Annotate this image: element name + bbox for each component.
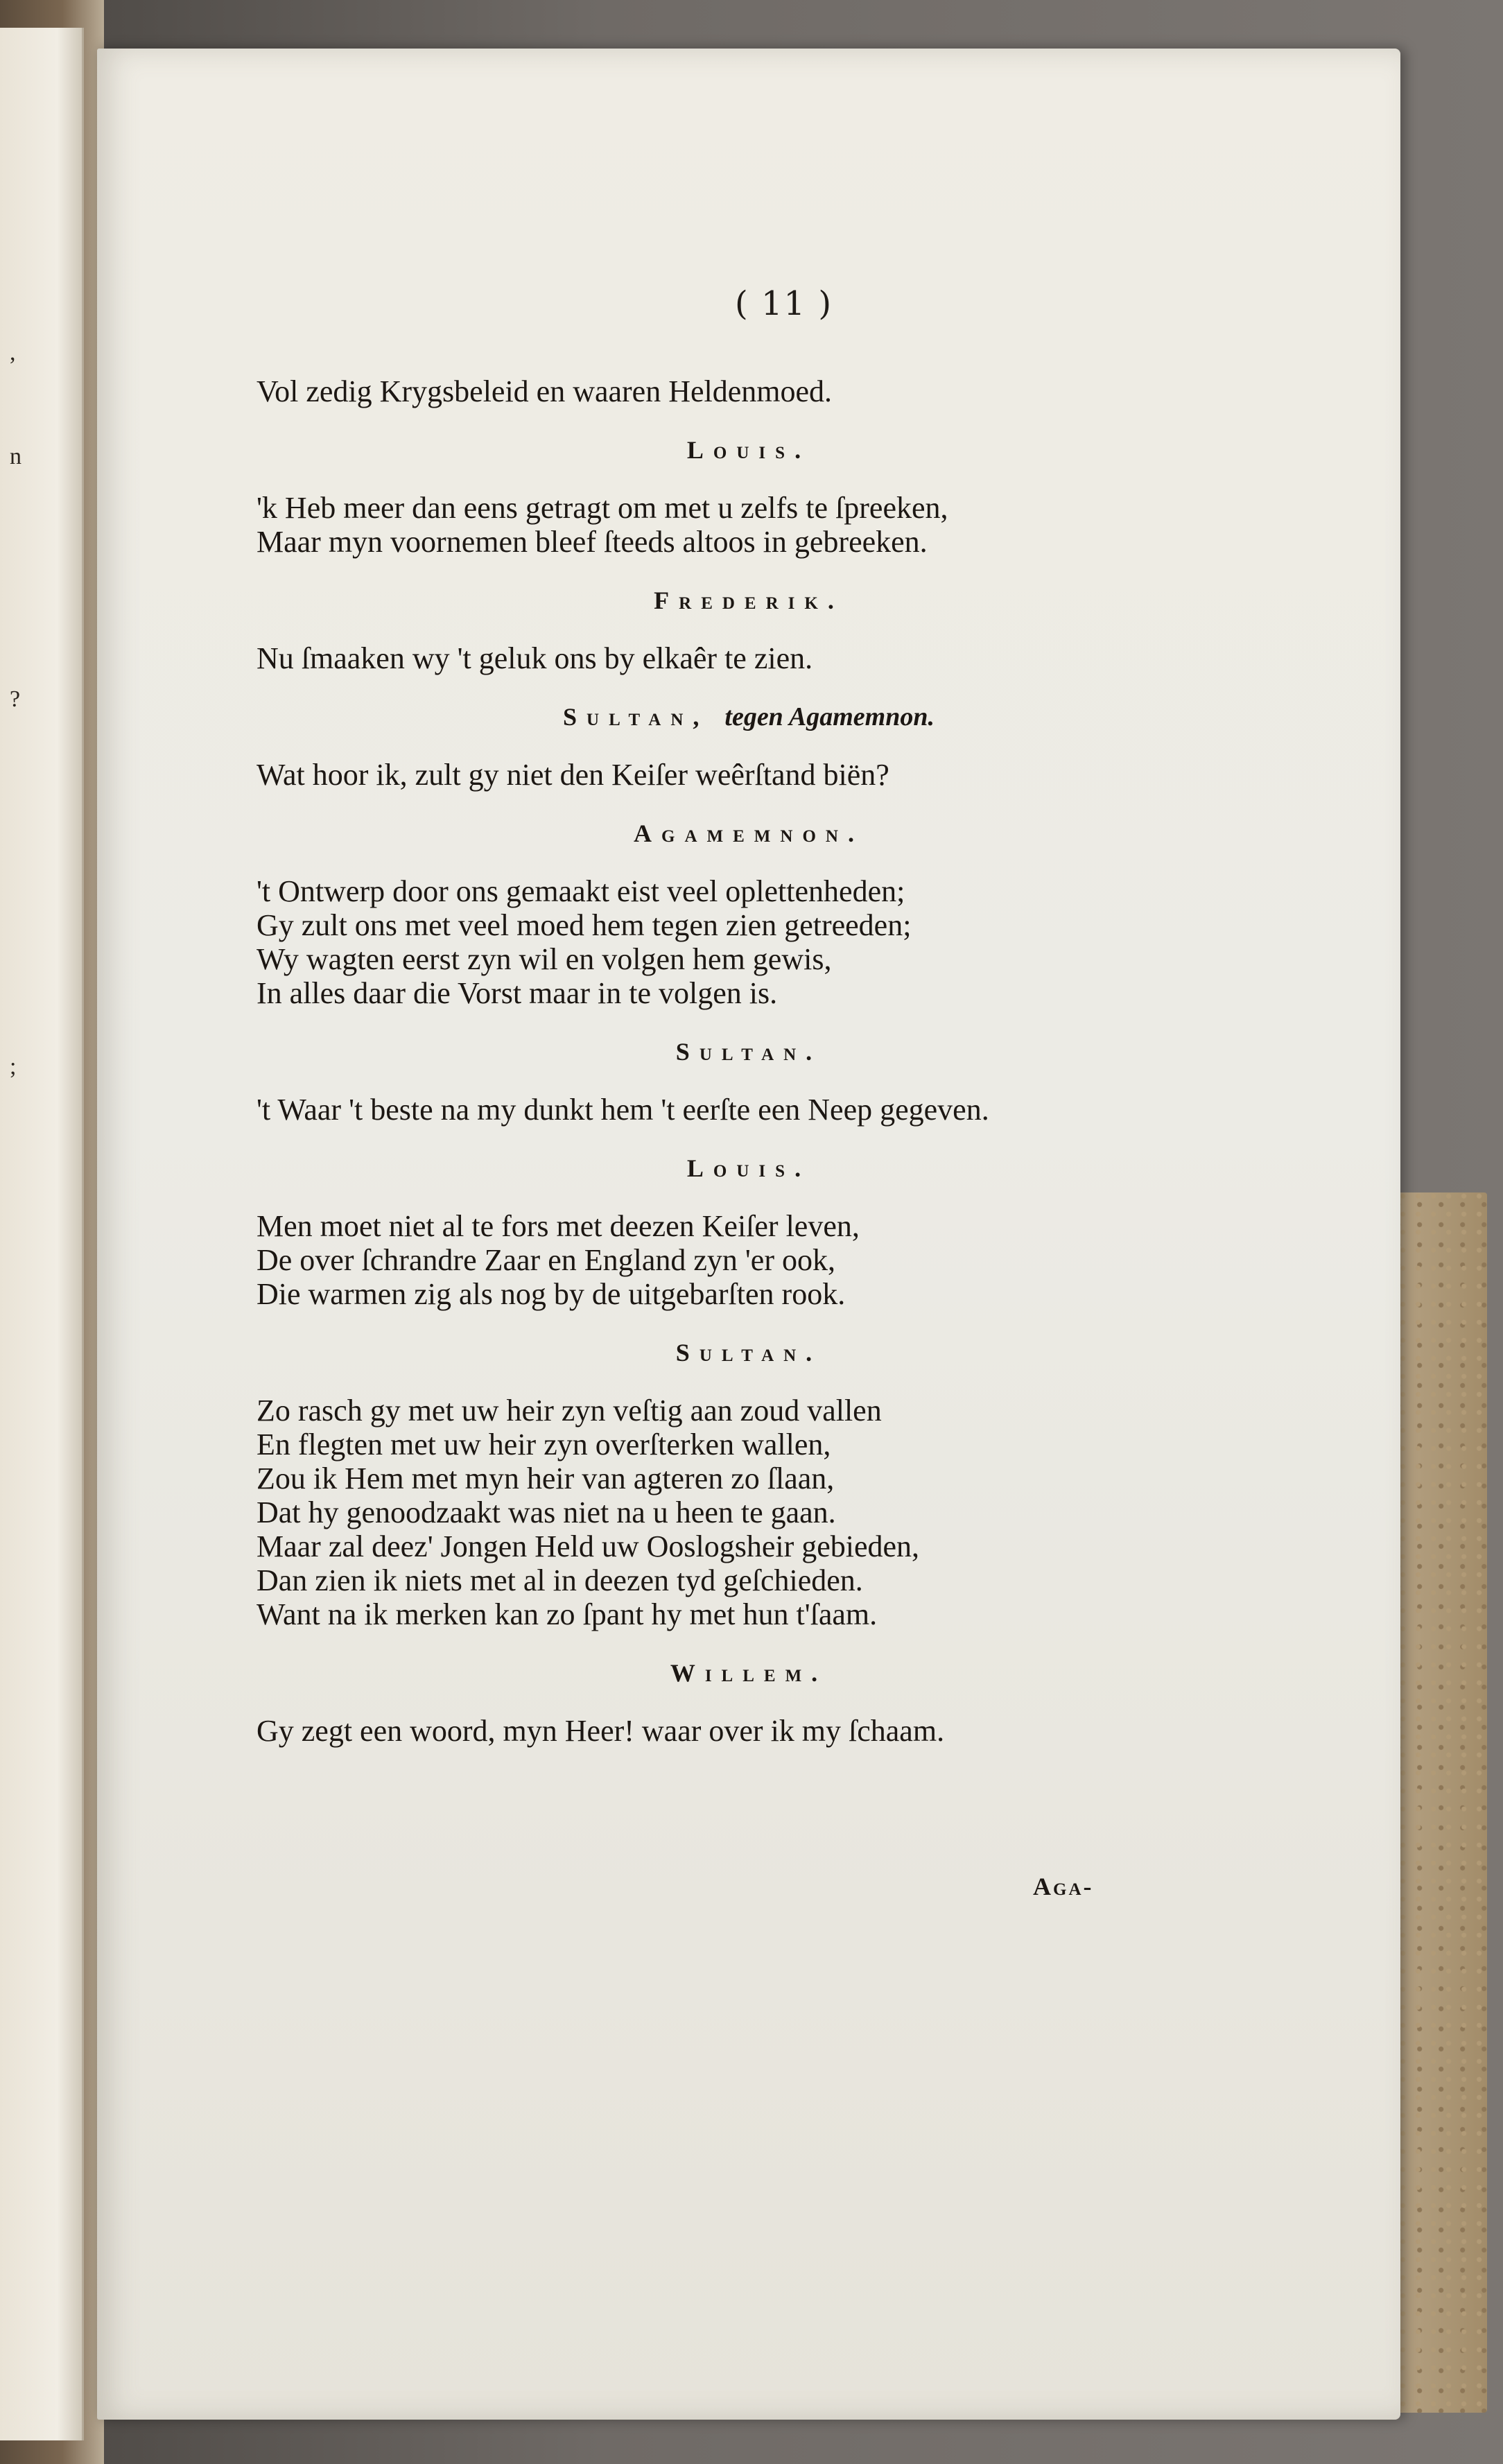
speaker-name: [257, 700, 1241, 734]
verse-line: Gy zegt een woord, myn Heer! waar over ik my ſchaam.: [257, 1714, 945, 1748]
speaker-name: [257, 1152, 1241, 1186]
verse-line: Want na ik merken kan zo ſpant hy met hun t'ſaam.: [257, 1597, 878, 1631]
speaker-label: Frederik.: [654, 587, 844, 614]
left-page-edge: [0, 28, 84, 2440]
verse-line: Maar myn voornemen bleef ſteeds altoos in gebreeken.: [257, 525, 928, 559]
verse-line: Gy zult ons met veel moed hem tegen zien getreeden;: [257, 908, 912, 942]
catchword: Aga-: [1033, 1873, 1094, 1900]
stage-direction: tegen Agamemnon.: [724, 702, 935, 731]
left-page-fragment: n: [10, 444, 21, 469]
verse-line: Wy wagten eerst zyn wil en volgen hem gewis,: [257, 942, 832, 976]
speaker-label: Louis.: [686, 1154, 811, 1182]
speaker-name: [257, 584, 1241, 618]
verse-line: Zo rasch gy met uw heir zyn veſtig aan zoud vallen: [257, 1394, 882, 1428]
verse-line: Men moet niet al te fors met deezen Keiſer leven,: [257, 1209, 860, 1243]
speaker-name: [257, 817, 1241, 851]
verse-line: 'k Heb meer dan eens getragt om met u zelfs te ſpreeken,: [257, 491, 948, 525]
speaker-label: Sultan,: [563, 703, 709, 731]
verse-line: De over ſchrandre Zaar en England zyn 'er ook,: [257, 1243, 835, 1277]
speaker-name: [257, 1656, 1241, 1690]
speaker-name: [257, 433, 1241, 467]
book-page: [97, 49, 1400, 2420]
verse-line: Zou ik Hem met myn heir van agteren zo ſlaan,: [257, 1461, 835, 1495]
verse-line: 't Waar 't beste na my dunkt hem 't eerſte een Neep gegeven.: [257, 1093, 989, 1127]
left-page-fragment: ?: [10, 686, 21, 712]
verse-line: 't Ontwerp door ons gemaakt eist veel oplettenheden;: [257, 874, 905, 908]
speaker-label: Willem.: [670, 1659, 828, 1687]
speaker-label: Louis.: [686, 436, 811, 464]
verse-line: In alles daar die Vorst maar in te volgen is.: [257, 976, 778, 1010]
play-text-block: [257, 374, 1241, 1748]
speaker-label: Agamemnon.: [634, 819, 864, 847]
verse-line: Die warmen zig als nog by de uitgebarſten rook.: [257, 1277, 846, 1311]
left-page-fragment: ,: [10, 340, 16, 365]
page-number: ( 11 ): [735, 284, 833, 323]
verse-line: Dat hy genoodzaakt was niet na u heen te gaan.: [257, 1495, 836, 1529]
speaker-name: [257, 1035, 1241, 1069]
speaker-label: Sultan.: [675, 1339, 822, 1367]
verse-line: Nu ſmaaken wy 't geluk ons by elkaêr te zien.: [257, 641, 813, 675]
verse-line: Maar zal deez' Jongen Held uw Ooslogsheir gebieden,: [257, 1529, 920, 1563]
verse-line: En flegten met uw heir zyn overſterken wallen,: [257, 1428, 831, 1461]
verse-line: Vol zedig Krygsbeleid en waaren Heldenmoed.: [257, 374, 833, 408]
speaker-label: Sultan.: [675, 1038, 822, 1066]
left-page-fragment: ;: [10, 1054, 17, 1079]
verse-line: Dan zien ik niets met al in deezen tyd geſchieden.: [257, 1563, 863, 1597]
speaker-name: [257, 1336, 1241, 1370]
verse-line: Wat hoor ik, zult gy niet den Keiſer weêrſtand biën?: [257, 758, 889, 792]
